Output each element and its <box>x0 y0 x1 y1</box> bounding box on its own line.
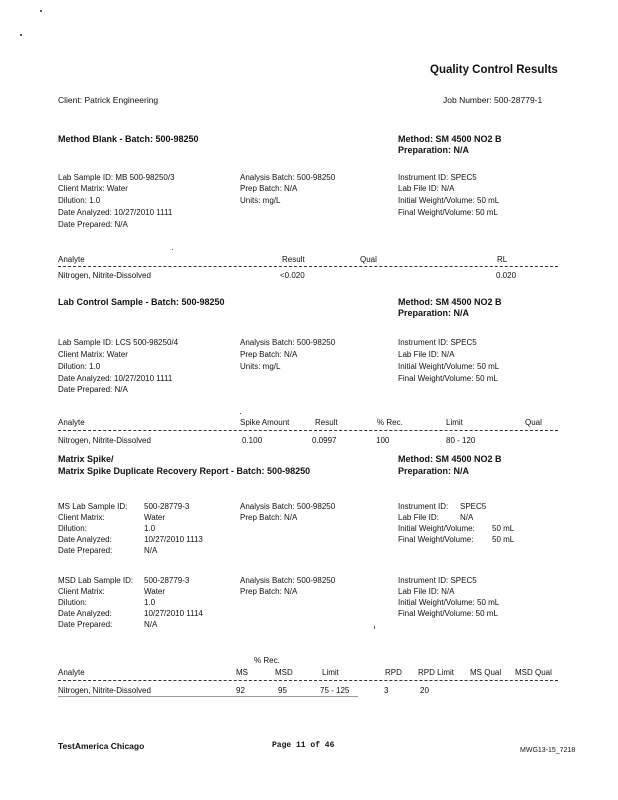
ms-msd-value: 95 <box>278 686 287 695</box>
lcs-prep-batch: Prep Batch: N/A <box>240 350 298 359</box>
msd-prep-batch: Prep Batch: N/A <box>240 587 298 596</box>
ms-date-prepared-label: Date Prepared: <box>58 546 113 555</box>
msd-lab-sample-id-value: 500-28779-3 <box>144 576 190 585</box>
ms-dilution-value: 1.0 <box>144 524 156 533</box>
ms-analyte-value: Nitrogen, Nitrite-Dissolved <box>58 686 151 695</box>
scan-speck <box>20 34 22 36</box>
msd-client-matrix-value: Water <box>144 587 166 596</box>
lcs-rec-value: 100 <box>376 436 390 445</box>
lcs-lab-file-id: Lab File ID: N/A <box>398 350 455 359</box>
lcs-col-result: Result <box>315 418 338 427</box>
lcs-result-value: 0.0997 <box>312 436 337 445</box>
blank-date-analyzed: Date Analyzed: 10/27/2010 1111 <box>58 208 173 217</box>
ms-final-volume-value: 50 mL <box>492 535 515 544</box>
ms-col-limit: Limit <box>322 668 339 677</box>
ms-date-prepared-value: N/A <box>144 546 158 555</box>
blank-client-matrix: Client Matrix: Water <box>58 184 128 193</box>
lcs-client-matrix: Client Matrix: Water <box>58 350 128 359</box>
ms-analysis-batch: Analysis Batch: 500-98250 <box>240 502 336 511</box>
blank-col-result: Result <box>282 255 305 264</box>
client-label: Client: Patrick Engineering <box>58 95 159 105</box>
ms-col-ms: MS <box>236 668 248 677</box>
ms-date-analyzed-value: 10/27/2010 1113 <box>144 535 203 544</box>
ms-rpd-value: 3 <box>384 686 389 695</box>
lcs-dilution: Dilution: 1.0 <box>58 362 101 371</box>
ms-client-matrix-value: Water <box>144 513 166 522</box>
footer-lab-name: TestAmerica Chicago <box>58 741 145 751</box>
ms-prep: Preparation: N/A <box>398 466 470 476</box>
lcs-col-spike-amount: Spike Amount <box>240 418 290 427</box>
lcs-units: Units: mg/L <box>240 362 281 371</box>
ms-lab-sample-id-label: MS Lab Sample ID: <box>58 502 128 511</box>
lcs-col-qual: Qual <box>525 418 542 427</box>
scan-speck <box>172 249 173 250</box>
ms-prep-batch: Prep Batch: N/A <box>240 513 298 522</box>
ms-col-ms-qual: MS Qual <box>470 668 502 677</box>
blank-analysis-batch: Analysis Batch: 500-98250 <box>240 173 336 182</box>
blank-lab-sample-id: Lab Sample ID: MB 500-98250/3 <box>58 173 175 182</box>
lcs-col-analyte: Analyte <box>58 418 85 427</box>
blank-analyte-value: Nitrogen, Nitrite-Dissolved <box>58 271 151 280</box>
method-blank-heading: Method Blank - Batch: 500-98250 <box>58 134 199 144</box>
ms-lab-sample-id-value: 500-28779-3 <box>144 502 190 511</box>
ms-heading-line2: Matrix Spike Duplicate Recovery Report - Batch: 500-98250 <box>58 466 311 476</box>
lcs-limit-value: 80 - 120 <box>446 436 476 445</box>
blank-instrument-id: Instrument ID: SPEC5 <box>398 173 477 182</box>
blank-date-prepared: Date Prepared: N/A <box>58 220 128 229</box>
scan-speck <box>374 626 375 629</box>
blank-col-analyte: Analyte <box>58 255 85 264</box>
msd-date-prepared-value: N/A <box>144 620 158 629</box>
ms-col-rpd: RPD <box>385 668 402 677</box>
blank-table-rule <box>58 266 558 267</box>
ms-initial-volume-value: 50 mL <box>492 524 515 533</box>
ms-table-rule <box>58 680 558 681</box>
lcs-col-limit: Limit <box>446 418 463 427</box>
ms-ms-value: 92 <box>236 686 245 695</box>
scan-speck <box>240 413 241 414</box>
ms-col-analyte: Analyte <box>58 668 85 677</box>
msd-dilution-label: Dilution: <box>58 598 87 607</box>
ms-lab-file-id-value: N/A <box>460 513 474 522</box>
method-blank-prep: Preparation: N/A <box>398 145 470 155</box>
ms-heading-line1: Matrix Spike/ <box>58 454 114 464</box>
msd-analysis-batch: Analysis Batch: 500-98250 <box>240 576 336 585</box>
lcs-final-volume: Final Weight/Volume: 50 mL <box>398 374 498 383</box>
ms-limit-value: 75 - 125 <box>320 686 350 695</box>
msd-lab-file-id: Lab File ID: N/A <box>398 587 455 596</box>
blank-final-volume: Final Weight/Volume: 50 mL <box>398 208 498 217</box>
ms-instrument-id-label: Instrument ID: <box>398 502 449 511</box>
job-number: Job Number: 500-28779-1 <box>443 95 543 105</box>
blank-result-value: <0.020 <box>280 271 305 280</box>
ms-initial-volume-label: Initial Weight/Volume: <box>398 524 475 533</box>
ms-lab-file-id-label: Lab File ID: <box>398 513 439 522</box>
msd-initial-volume: Initial Weight/Volume: 50 mL <box>398 598 500 607</box>
blank-col-rl: RL <box>497 255 508 264</box>
lcs-spike-value: 0.100 <box>242 436 263 445</box>
blank-dilution: Dilution: 1.0 <box>58 196 101 205</box>
footer-page-number: Page 11 of 46 <box>272 741 335 750</box>
lcs-initial-volume: Initial Weight/Volume: 50 mL <box>398 362 500 371</box>
msd-client-matrix-label: Client Matrix: <box>58 587 105 596</box>
ms-method: Method: SM 4500 NO2 B <box>398 454 502 464</box>
ms-col-msd: MSD <box>275 668 293 677</box>
blank-rl-value: 0.020 <box>496 271 517 280</box>
lcs-analyte-value: Nitrogen, Nitrite-Dissolved <box>58 436 151 445</box>
page-title: Quality Control Results <box>430 64 558 76</box>
lcs-date-analyzed: Date Analyzed: 10/27/2010 1111 <box>58 374 173 383</box>
lcs-analysis-batch: Analysis Batch: 500-98250 <box>240 338 336 347</box>
ms-rpd-limit-value: 20 <box>420 686 429 695</box>
blank-col-qual: Qual <box>360 255 377 264</box>
msd-lab-sample-id-label: MSD Lab Sample ID: <box>58 576 134 585</box>
ms-instrument-id-value: SPEC5 <box>460 502 487 511</box>
msd-date-prepared-label: Date Prepared: <box>58 620 113 629</box>
ms-dilution-label: Dilution: <box>58 524 87 533</box>
lcs-prep: Preparation: N/A <box>398 308 470 318</box>
lcs-date-prepared: Date Prepared: N/A <box>58 385 128 394</box>
lcs-lab-sample-id: Lab Sample ID: LCS 500-98250/4 <box>58 338 179 347</box>
msd-date-analyzed-label: Date Analyzed: <box>58 609 112 618</box>
lcs-heading: Lab Control Sample - Batch: 500-98250 <box>58 297 225 307</box>
msd-date-analyzed-value: 10/27/2010 1114 <box>144 609 203 618</box>
ms-row-underline <box>58 696 358 697</box>
lcs-col-rec: % Rec. <box>377 418 403 427</box>
lcs-table-rule <box>58 430 558 431</box>
blank-lab-file-id: Lab File ID: N/A <box>398 184 455 193</box>
ms-col-rpd-limit: RPD Limit <box>418 668 455 677</box>
method-blank-method: Method: SM 4500 NO2 B <box>398 134 502 144</box>
ms-final-volume-label: Final Weight/Volume: <box>398 535 474 544</box>
blank-prep-batch: Prep Batch: N/A <box>240 184 298 193</box>
ms-client-matrix-label: Client Matrix: <box>58 513 105 522</box>
ms-rec-header: % Rec. <box>254 656 280 665</box>
scan-speck <box>40 10 42 12</box>
msd-instrument-id: Instrument ID: SPEC5 <box>398 576 477 585</box>
ms-col-msd-qual: MSD Qual <box>515 668 552 677</box>
lcs-instrument-id: Instrument ID: SPEC5 <box>398 338 477 347</box>
msd-final-volume: Final Weight/Volume: 50 mL <box>398 609 498 618</box>
blank-initial-volume: Initial Weight/Volume: 50 mL <box>398 196 500 205</box>
ms-date-analyzed-label: Date Analyzed: <box>58 535 112 544</box>
msd-dilution-value: 1.0 <box>144 598 156 607</box>
blank-units: Units: mg/L <box>240 196 281 205</box>
footer-document-code: MWG13-15_7218 <box>520 747 576 754</box>
lcs-method: Method: SM 4500 NO2 B <box>398 297 502 307</box>
